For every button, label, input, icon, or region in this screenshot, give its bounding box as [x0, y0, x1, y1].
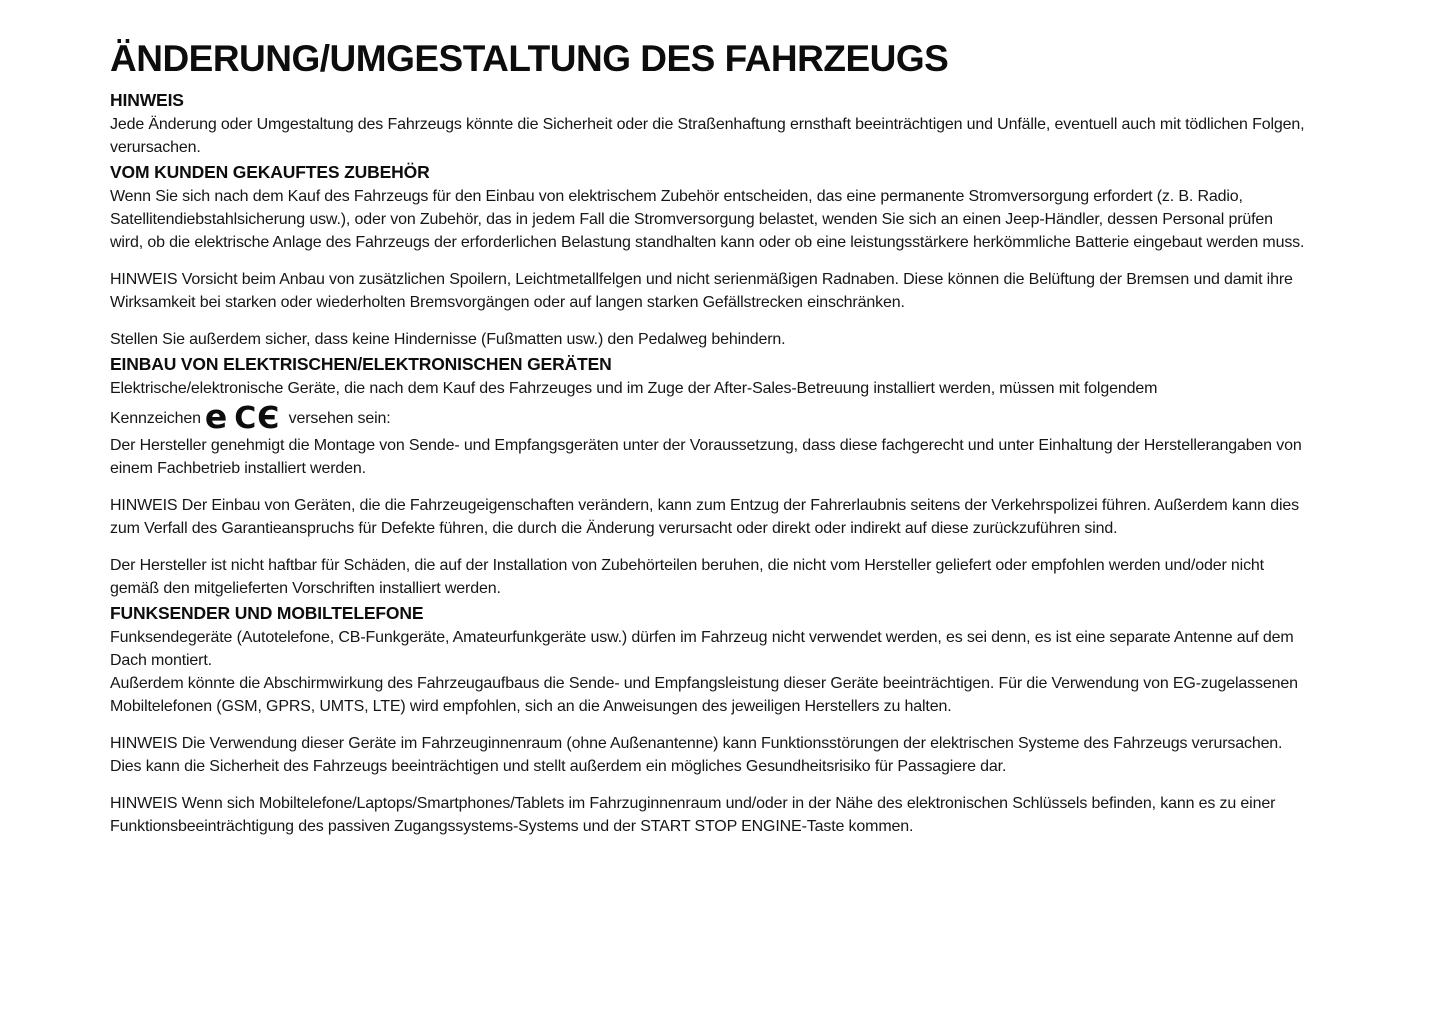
page-title: ÄNDERUNG/UMGESTALTUNG DES FAHRZEUGS — [110, 38, 949, 79]
section-heading-funksender: FUNKSENDER UND MOBILTELEFONE — [110, 602, 424, 623]
body-paragraph-hinweis: HINWEIS Wenn sich Mobiltelefone/Laptops/Smartphones/Tablets im Fahrzuginnenraum und/oder in der Nähe des elektronischen Schlüssels befinden, kann es zu einer Funktionsbeeinträchtigung des passiven Zugangssystems-Systems und der START STOP ENGINE-Taste kommen. — [110, 794, 1276, 835]
body-paragraph: Außerdem könnte die Abschirmwirkung des Fahrzeugaufbaus die Sende- und Empfangsleistung dieser Geräte beeinträchtigen. Für die Verwendung von EG-zugelassenen Mobiltelefonen (GSM, GPRS, UMTS, LTE) wird empfohlen, sich an die Anweisungen des jeweiligen Herstellers zu halten. — [110, 674, 1298, 715]
body-paragraph-with-marks — [110, 377, 1307, 434]
section-heading-einbau-geraete: EINBAU VON ELEKTRISCHEN/ELEKTRONISCHEN GERÄTEN — [110, 353, 612, 374]
body-paragraph-hinweis: HINWEIS Der Einbau von Geräten, die die Fahrzeugeigenschaften verändern, kann zum Entzug der Fahrerlaubnis seitens der Verkehrspolizei führen. Außerdem kann dies zum Verfall des Garantieanspruchs für Defekte führen, die durch die Änderung verursacht oder direkt oder indirekt auf diese zurückzuführen sind. — [110, 496, 1299, 537]
body-paragraph-hinweis: HINWEIS Die Verwendung dieser Geräte im Fahrzeuginnenraum (ohne Außenantenne) kann Funktionsstörungen der elektrischen Systeme des Fahrzeugs verursachen. Dies kann die Sicherheit des Fahrzeugs beeinträchtigen und stellt außerdem ein mögliches Gesundheitsrisiko für Passagiere dar. — [110, 734, 1283, 775]
body-paragraph: Stellen Sie außerdem sicher, dass keine Hindernisse (Fußmatten usw.) den Pedalweg behindern. — [110, 330, 786, 348]
body-paragraph: Jede Änderung oder Umgestaltung des Fahrzeugs könnte die Sicherheit oder die Straßenhaftung ernsthaft beeinträchtigen und Unfälle, eventuell auch mit tödlichen Folgen, verursachen. — [110, 115, 1305, 156]
section-heading-zubehoer: VOM KUNDEN GEKAUFTES ZUBEHÖR — [110, 161, 430, 182]
paragraph-text-before-marks: Elektrische/elektronische Geräte, die nach dem Kauf des Fahrzeuges und im Zuge der After-Sales-Betreuung installiert werden, müssen mit folgendem Kennzeichen — [110, 379, 1158, 427]
body-paragraph: Wenn Sie sich nach dem Kauf des Fahrzeugs für den Einbau von elektrischem Zubehör entscheiden, das eine permanente Stromversorgung erfordert (z. B. Radio, Satellitendiebstahlsicherung usw.), oder von Zubehör, das in jedem Fall die Stromversorgung belastet, wenden Sie sich an einen Jeep-Händler, dessen Personal prüfen wird, ob die elektrische Anlage des Fahrzeugs der erforderlichen Belastung standhalten kann oder ob eine leistungsstärkere herkömmliche Batterie eingebaut werden muss. — [110, 187, 1305, 251]
section-heading-hinweis: HINWEIS — [110, 89, 184, 110]
body-paragraph: Funksendegeräte (Autotelefone, CB-Funkgeräte, Amateurfunkgeräte usw.) dürfen im Fahrzeug nicht verwendet werden, es sei denn, es ist eine separate Antenne auf dem Dach montiert. — [110, 628, 1294, 669]
ce-mark-icon: CЄ — [234, 400, 281, 436]
e-approval-mark-icon: e — [204, 396, 229, 436]
paragraph-text-after-marks: versehen sein: — [288, 409, 391, 427]
body-paragraph-hinweis: HINWEIS Vorsicht beim Anbau von zusätzlichen Spoilern, Leichtmetallfelgen und nicht serienmäßigen Radnaben. Diese können die Belüftung der Bremsen und damit ihre Wirksamkeit bei starken oder wiederholten Bremsvorgängen oder auf langen starken Gefällstrecken einschränken. — [110, 270, 1293, 311]
body-paragraph: Der Hersteller genehmigt die Montage von Sende- und Empfangsgeräten unter der Voraussetzung, dass diese fachgerecht und unter Einhaltung der Herstellerangaben von einem Fachbetrieb installiert werden. — [110, 436, 1302, 477]
body-paragraph: Der Hersteller ist nicht haftbar für Schäden, die auf der Installation von Zubehörteilen beruhen, die nicht vom Hersteller geliefert oder empfohlen werden und/oder nicht gemäß den mitgelieferten Vorschriften installiert werden. — [110, 556, 1264, 597]
